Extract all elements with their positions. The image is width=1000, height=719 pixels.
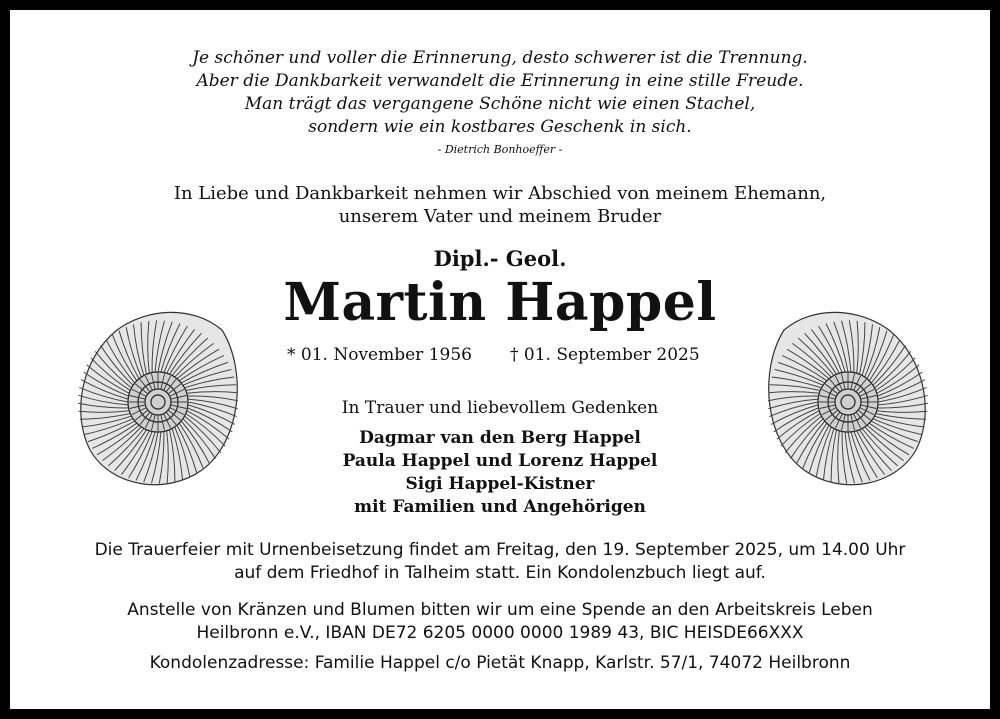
intro-line-2: unserem Vater und meinem Bruder <box>338 206 662 227</box>
mourner-name: Sigi Happel-Kistner <box>405 474 595 494</box>
birth-date: * 01. November 1956 <box>287 345 472 365</box>
mourner-name: Paula Happel und Lorenz Happel <box>342 451 658 471</box>
ceremony-line-1: Die Trauerfeier mit Urnenbeisetzung findet am Freitag, den 19. September 2025, um 14.00 Uhr <box>94 540 906 560</box>
ammonite-fossil-icon <box>72 290 244 490</box>
death-date: † 01. September 2025 <box>510 345 700 365</box>
quote-line-3: Man trägt das vergangene Schöne nicht wie einen Stachel, <box>244 94 756 114</box>
mourning-phrase: In Trauer und liebevollem Gedenken <box>341 398 659 418</box>
donation-line-2: Heilbronn e.V., IBAN DE72 6205 0000 0000 1989 43, BIC HEISDE66XXX <box>196 623 804 643</box>
intro-line-1: In Liebe und Dankbarkeit nehmen wir Abschied von meinem Ehemann, <box>173 183 827 204</box>
quote-author: - Dietrich Bonhoeffer - <box>437 143 563 156</box>
ammonite-fossil-icon <box>762 290 934 490</box>
mourner-name: Dagmar van den Berg Happel <box>359 428 641 448</box>
quote-line-1: Je schöner und voller die Erinnerung, desto schwerer ist die Trennung. <box>192 48 808 68</box>
academic-title: Dipl.- Geol. <box>433 246 567 271</box>
condolence-address: Kondolenzadresse: Familie Happel c/o Pietät Knapp, Karlstr. 57/1, 74072 Heilbronn <box>149 653 851 673</box>
ceremony-line-2: auf dem Friedhof in Talheim statt. Ein Kondolenzbuch liegt auf. <box>234 563 766 583</box>
donation-line-1: Anstelle von Kränzen und Blumen bitten wir um eine Spende an den Arbeitskreis Leben <box>127 600 873 620</box>
deceased-name: Martin Happel <box>283 272 717 333</box>
mourner-name: mit Familien und Angehörigen <box>354 497 646 517</box>
quote-line-2: Aber die Dankbarkeit verwandelt die Erinnerung in eine stille Freude. <box>196 71 804 91</box>
quote-line-4: sondern wie ein kostbares Geschenk in sich. <box>308 117 692 137</box>
